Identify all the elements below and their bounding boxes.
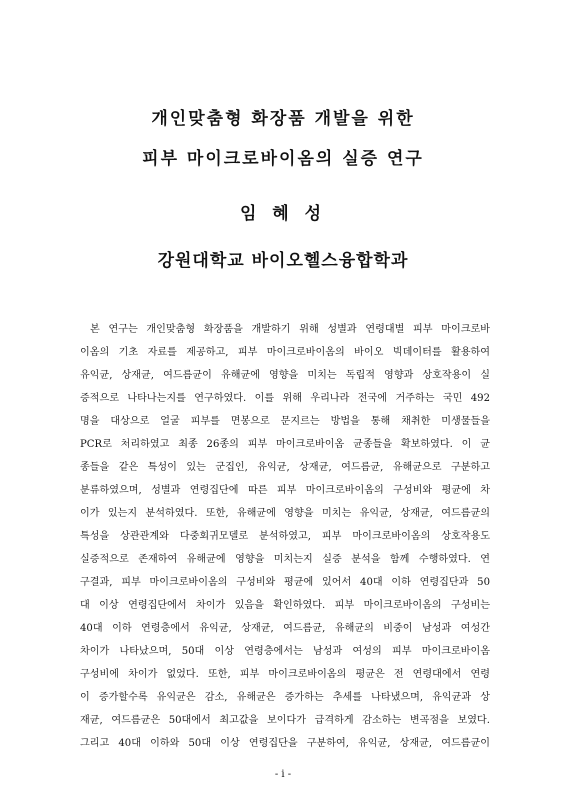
abstract-body — [80, 318, 490, 755]
abstract-line: 대 이상 연령집단에서 차이가 있음을 확인하였다. 피부 마이크로바이옴의 구성비는 — [80, 600, 490, 611]
abstract-line: 본 연구는 개인맞춤형 화장품을 개발하기 위해 성별과 연령대별 피부 마이크로바 — [90, 324, 490, 335]
abstract-line: 증적으로 나타나는지를 연구하였다. 이를 위해 우리나라 전국에 거주하는 국민 492 — [80, 393, 490, 404]
abstract-line: 이가 있는지 분석하였다. 또한, 유해균에 영향을 미치는 유익균, 상재균, 여드름균의 — [80, 508, 490, 519]
abstract-line: 이옴의 기초 자료를 제공하고, 피부 마이크로바이옴의 바이오 빅데이터를 활용하여 — [80, 347, 490, 358]
abstract-line: 특성을 상관관계와 다중회귀모델로 분석하였고, 피부 마이크로바이옴의 상호작용도 — [80, 531, 490, 542]
abstract-line: 차이가 나타났으며, 50대 이상 연령층에서는 남성과 여성의 피부 마이크로바이옴 — [80, 646, 490, 657]
affiliation: 강원대학교 바이오헬스융합학과 — [157, 251, 409, 271]
abstract-line: 명을 대상으로 얼굴 피부를 면봉으로 문지르는 방법을 통해 채취한 미생물들을 — [80, 416, 490, 427]
abstract-line: 구성비에 차이가 없었다. 또한, 피부 마이크로바이옴의 평균은 전 연령대에서 연령 — [80, 669, 490, 680]
abstract-line: 유익균, 상재균, 여드름균이 유해균에 영향을 미치는 독립적 영향과 상호작용이 실 — [80, 370, 490, 381]
abstract-line: 종들을 같은 특성이 있는 군집인, 유익균, 상재균, 여드름균, 유해균으로 구분하고 — [80, 462, 490, 473]
page-number: - i - — [274, 769, 292, 780]
title-line-1: 개인맞춤형 화장품 개발을 위한 — [151, 109, 415, 129]
abstract-line: 40대 이하 연령층에서 유익균, 상재균, 여드름균, 유해균의 비중이 남성과 여성간 — [80, 623, 490, 634]
abstract-line: 분류하였으며, 성별과 연령집단에 따른 피부 마이크로바이옴의 구성비와 평균에 차 — [80, 485, 490, 496]
abstract-line: 그리고 40대 이하와 50대 이상 연령집단을 구분하여, 유익균, 상재균, 여드름균이 — [80, 738, 490, 749]
abstract-line: 이 증가할수록 유익균은 감소, 유해균은 증가하는 추세를 나타냈으며, 유익균과 상 — [80, 692, 490, 703]
author-name: 임 혜 성 — [239, 204, 327, 224]
abstract-line: 구결과, 피부 마이크로바이옴의 구성비와 평균에 있어서 40대 이하 연령집단과 50 — [80, 577, 490, 588]
abstract-line: PCR로 처리하였고 최종 26종의 피부 마이크로바이옴 균종들을 확보하였다. 이 균 — [80, 439, 490, 450]
abstract-line: 재균, 여드름균은 50대에서 최고값을 보이다가 급격하게 감소하는 변곡점을 보였다. — [80, 715, 490, 726]
title-line-2: 피부 마이크로바이옴의 실증 연구 — [142, 149, 424, 169]
abstract-line: 실증적으로 존재하여 유해균에 영향을 미치는지 실증 분석을 함께 수행하였다. 연 — [80, 554, 490, 565]
